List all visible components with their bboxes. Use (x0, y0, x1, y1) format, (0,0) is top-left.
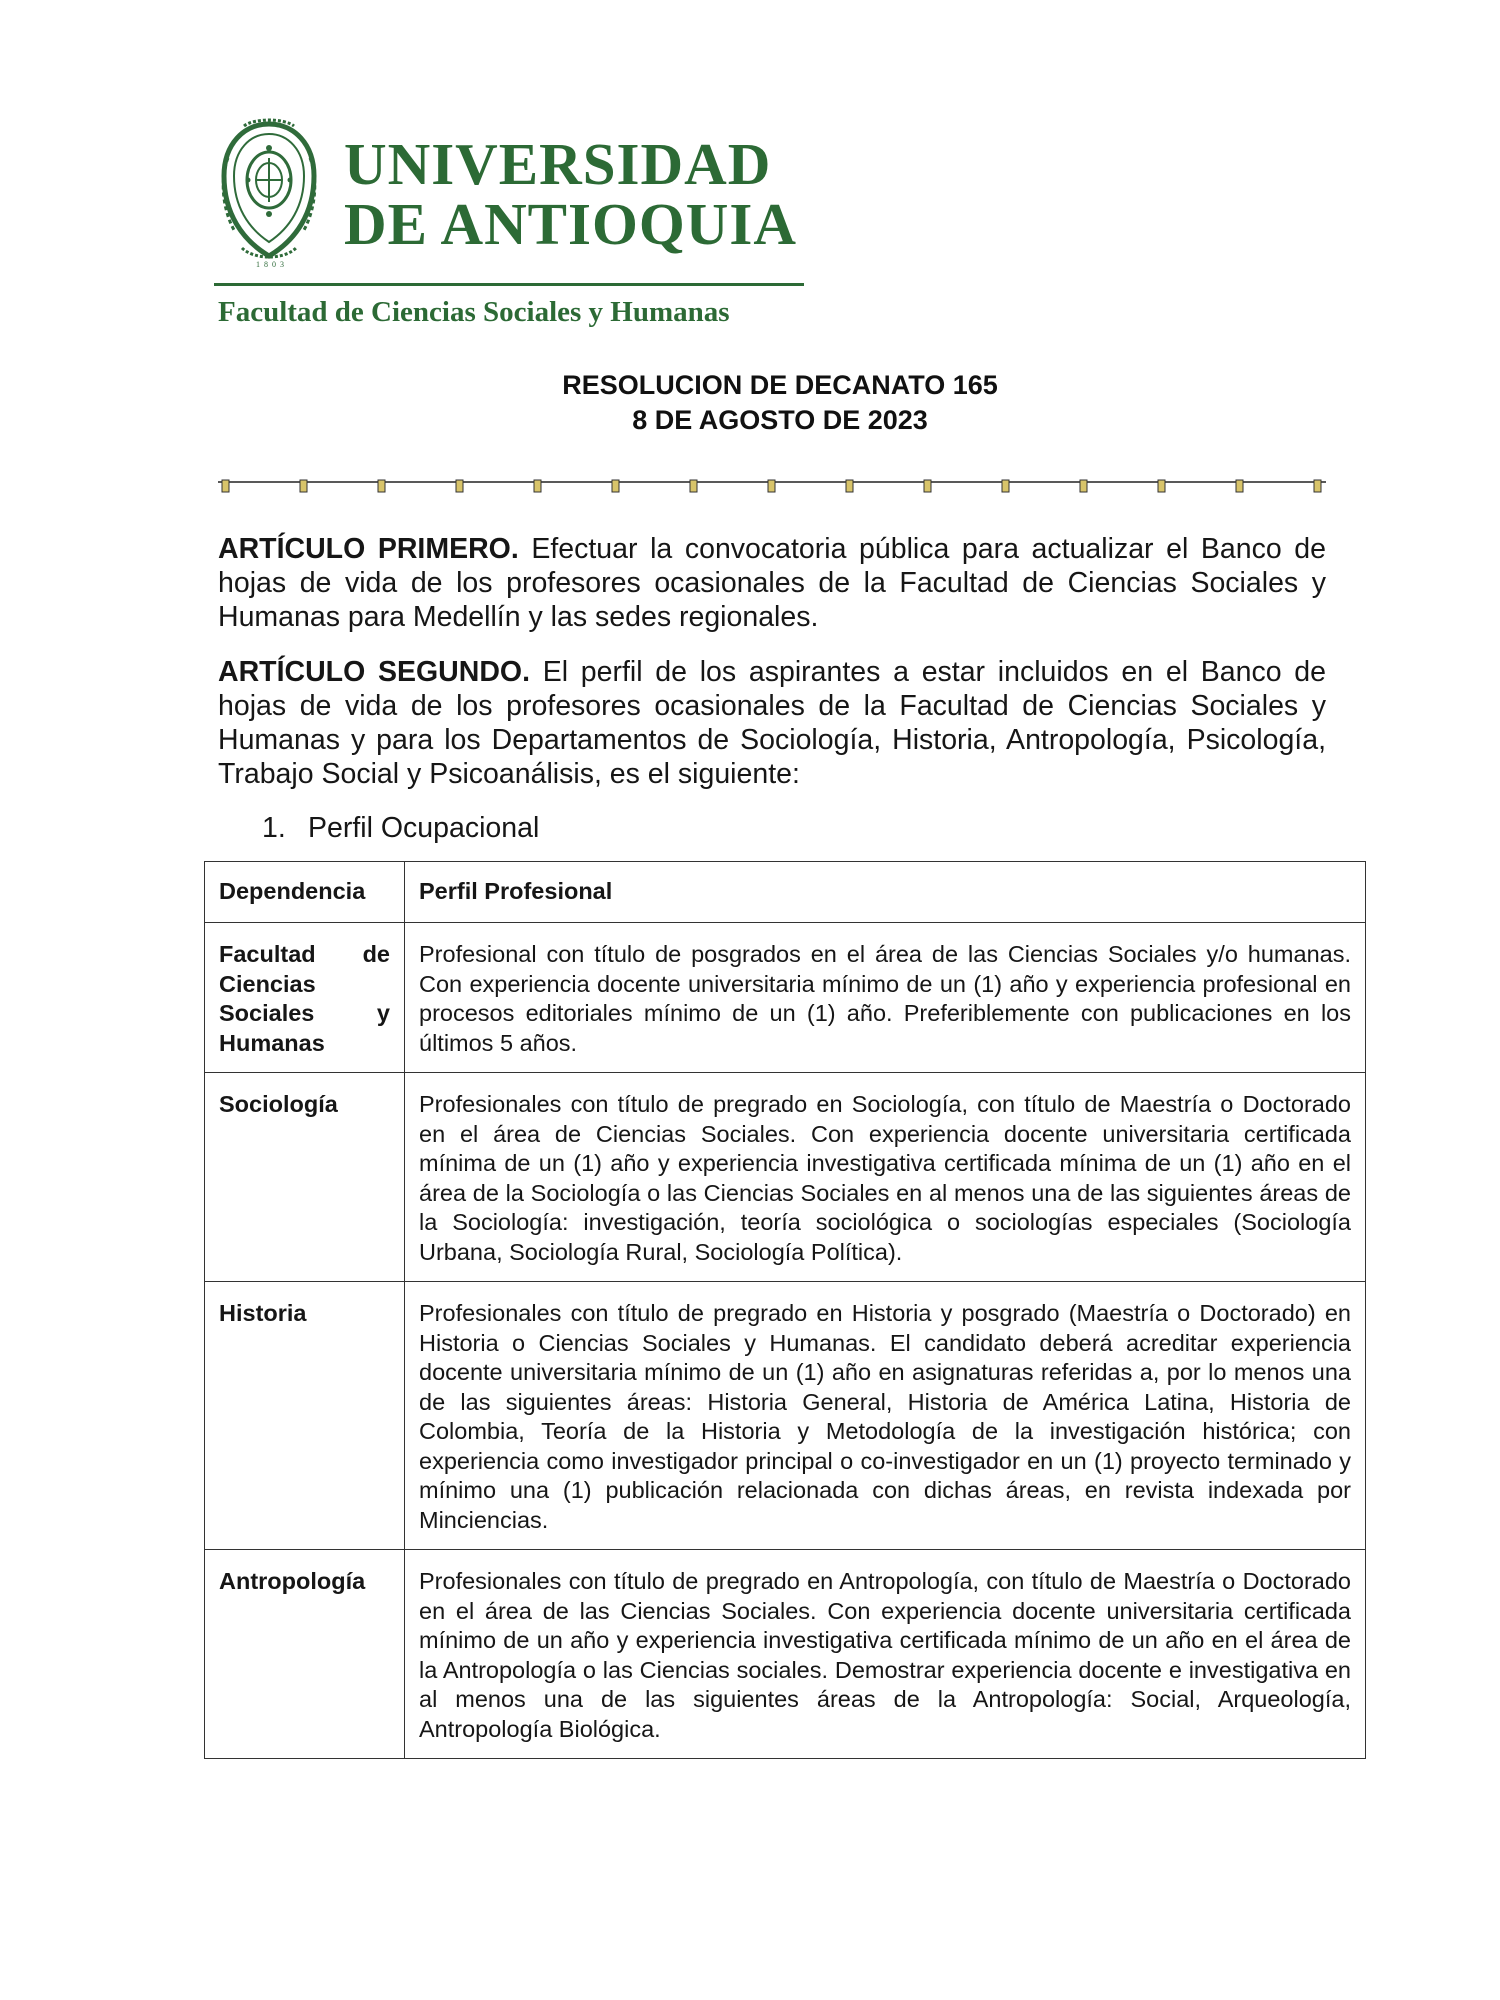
table-row (205, 923, 1366, 1073)
seal-year: 1803 (256, 260, 288, 269)
cell-perfil: Profesionales con título de pregrado en Historia y posgrado (Maestría o Doctorado) en Historia o Ciencias Sociales y Humanas. El candidato deberá acreditar experiencia docente universitaria mínimo de un (1) año en asignaturas referidas a, por lo menos una de las siguientes áreas: Historia General, Historia de América Latina, Historia de Colombia, Teoría de la Historia y Metodología de la investigación histórica; con experiencia como investigador principal o co-investigador en un (1) proyecto terminado y mínimo una (1) publicación relacionada con dichas áreas, en revista indexada por Minciencias. (405, 1282, 1366, 1550)
list-item-label: Perfil Ocupacional (308, 812, 540, 844)
article-first-label: ARTÍCULO PRIMERO. (218, 533, 519, 565)
header-dependencia: Dependencia (205, 862, 405, 923)
article-second-text: El perfil de los aspirantes a estar incluidos en el Banco de hojas de vida de los profesores ocasionales de la Facultad de Ciencias Sociales y Humanas y para los Departamentos de Sociología, Historia, Antropología, Psicología, Trabajo Social y Psicoanálisis, es el siguiente: (218, 656, 1326, 790)
cell-dependencia: Historia (205, 1282, 405, 1550)
profile-table (204, 861, 1366, 1759)
table-header-row (205, 862, 1366, 923)
cell-dependencia: Sociología (205, 1073, 405, 1282)
cell-perfil: Profesional con título de posgrados en el área de las Ciencias Sociales y/o humanas. Con experiencia docente universitaria mínimo de un (1) año y experiencia profesional en procesos editoriales mínimo de un (1) año. Preferiblemente con publicaciones en los últimos 5 años. (405, 923, 1366, 1073)
resolution-title: RESOLUCION DE DECANATO 165 (562, 370, 998, 400)
cell-perfil: Profesionales con título de pregrado en Sociología, con título de Maestría o Doctorado en el área de Ciencias Sociales. Con experiencia docente universitaria certificada mínima de un (1) año y experiencia investigativa certificada mínima de un (1) año en el área de la Sociología o las Ciencias Sociales en al menos una de las siguientes áreas de la Sociología: investigación, teoría sociológica o sociologías especiales (Sociología Urbana, Sociología Rural, Sociología Política). (405, 1073, 1366, 1282)
article-first (218, 532, 1326, 634)
cell-dependencia: Antropología (205, 1550, 405, 1759)
article-first-text: Efectuar la convocatoria pública para actualizar el Banco de hojas de vida de los profesores ocasionales de la Facultad de Ciencias Sociales y Humanas para Medellín y las sedes regionales. (218, 533, 1326, 633)
table-row (205, 1282, 1366, 1550)
faculty-name: Facultad de Ciencias Sociales y Humanas (218, 296, 730, 328)
logo-divider (214, 283, 804, 286)
article-second (218, 655, 1326, 791)
list-item (262, 811, 539, 845)
resolution-date: 8 DE AGOSTO DE 2023 (632, 405, 928, 435)
cell-perfil: Profesionales con título de pregrado en Antropología, con título de Maestría o Doctorado en el área de las Ciencias Sociales. Con experiencia docente universitaria certificada mínimo de un año y experiencia investigativa certificada mínimo de un año en el área de la Antropología o las Ciencias sociales. Demostrar experiencia docente e investigativa en al menos una de las siguientes áreas de la Antropología: Social, Arqueología, Antropología Biológica. (405, 1550, 1366, 1759)
header-perfil-profesional: Perfil Profesional (405, 862, 1366, 923)
university-name-line-1: UNIVERSIDAD (344, 131, 772, 197)
decorative-divider (218, 478, 1326, 498)
table-row (205, 1073, 1366, 1282)
article-second-label: ARTÍCULO SEGUNDO. (218, 656, 530, 688)
university-logo (214, 112, 804, 337)
table-row (205, 1550, 1366, 1759)
university-name-line-2: DE ANTIOQUIA (344, 191, 797, 257)
university-seal-icon (214, 118, 324, 268)
list-item-number: 1. (262, 812, 286, 844)
cell-dependencia: Facultad de Ciencias Sociales y Humanas (205, 923, 405, 1073)
